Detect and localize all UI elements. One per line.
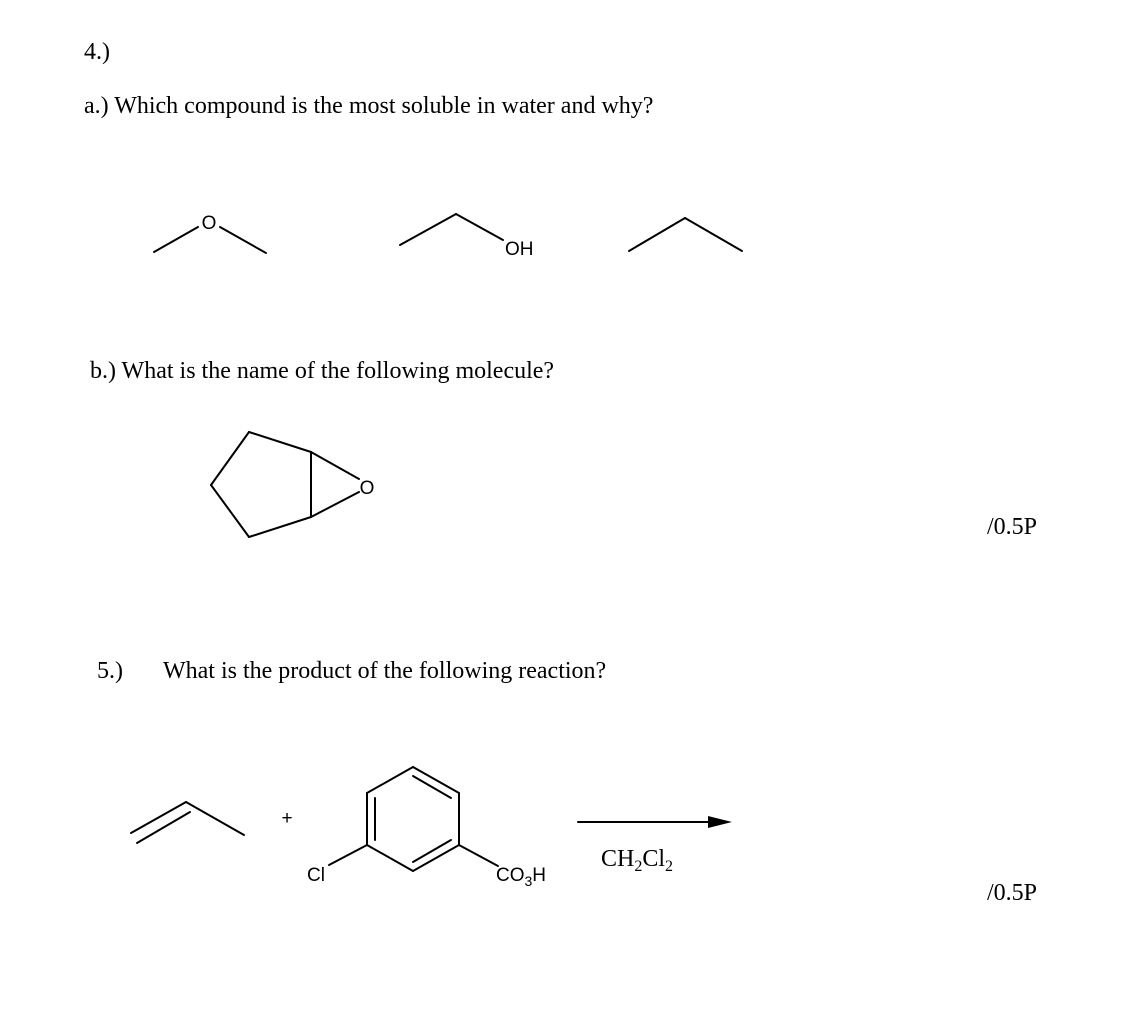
epoxide-oxygen-label: O bbox=[359, 478, 375, 499]
solvent-label-part-b: Cl bbox=[642, 846, 666, 872]
propene-structure bbox=[131, 802, 244, 843]
ethanol-structure bbox=[400, 214, 503, 245]
peroxyacid-label bbox=[496, 865, 546, 889]
peroxyacid-label-tail: H bbox=[532, 865, 547, 886]
cyclopentene-oxide-structure bbox=[211, 432, 359, 537]
question-4b-text: b.) What is the name of the following molecule? bbox=[90, 358, 555, 384]
propane-structure bbox=[629, 218, 742, 251]
question-4-number: 4.) bbox=[84, 39, 110, 65]
plus-sign: + bbox=[281, 808, 293, 829]
solvent-label bbox=[601, 846, 673, 875]
question-4a-text: a.) Which compound is the most soluble in water and why? bbox=[84, 93, 654, 119]
mcpba-structure bbox=[329, 767, 498, 871]
chlorine-label: Cl bbox=[307, 865, 325, 886]
question-5-text: What is the product of the following reaction? bbox=[163, 658, 607, 684]
solvent-label-subscript-1: 2 bbox=[634, 858, 643, 875]
question-4-points: /0.5P bbox=[987, 514, 1038, 540]
solvent-label-subscript-2: 2 bbox=[665, 858, 674, 875]
hydroxyl-label: OH bbox=[505, 239, 534, 260]
question-5-number: 5.) bbox=[97, 658, 123, 684]
peroxyacid-label-main: CO bbox=[496, 865, 525, 886]
question-5-points: /0.5P bbox=[987, 880, 1038, 906]
ether-oxygen-label: O bbox=[201, 213, 217, 234]
solvent-label-part-a: CH bbox=[601, 846, 635, 872]
peroxyacid-label-subscript: 3 bbox=[524, 873, 533, 889]
reaction-arrow-head bbox=[708, 816, 732, 828]
